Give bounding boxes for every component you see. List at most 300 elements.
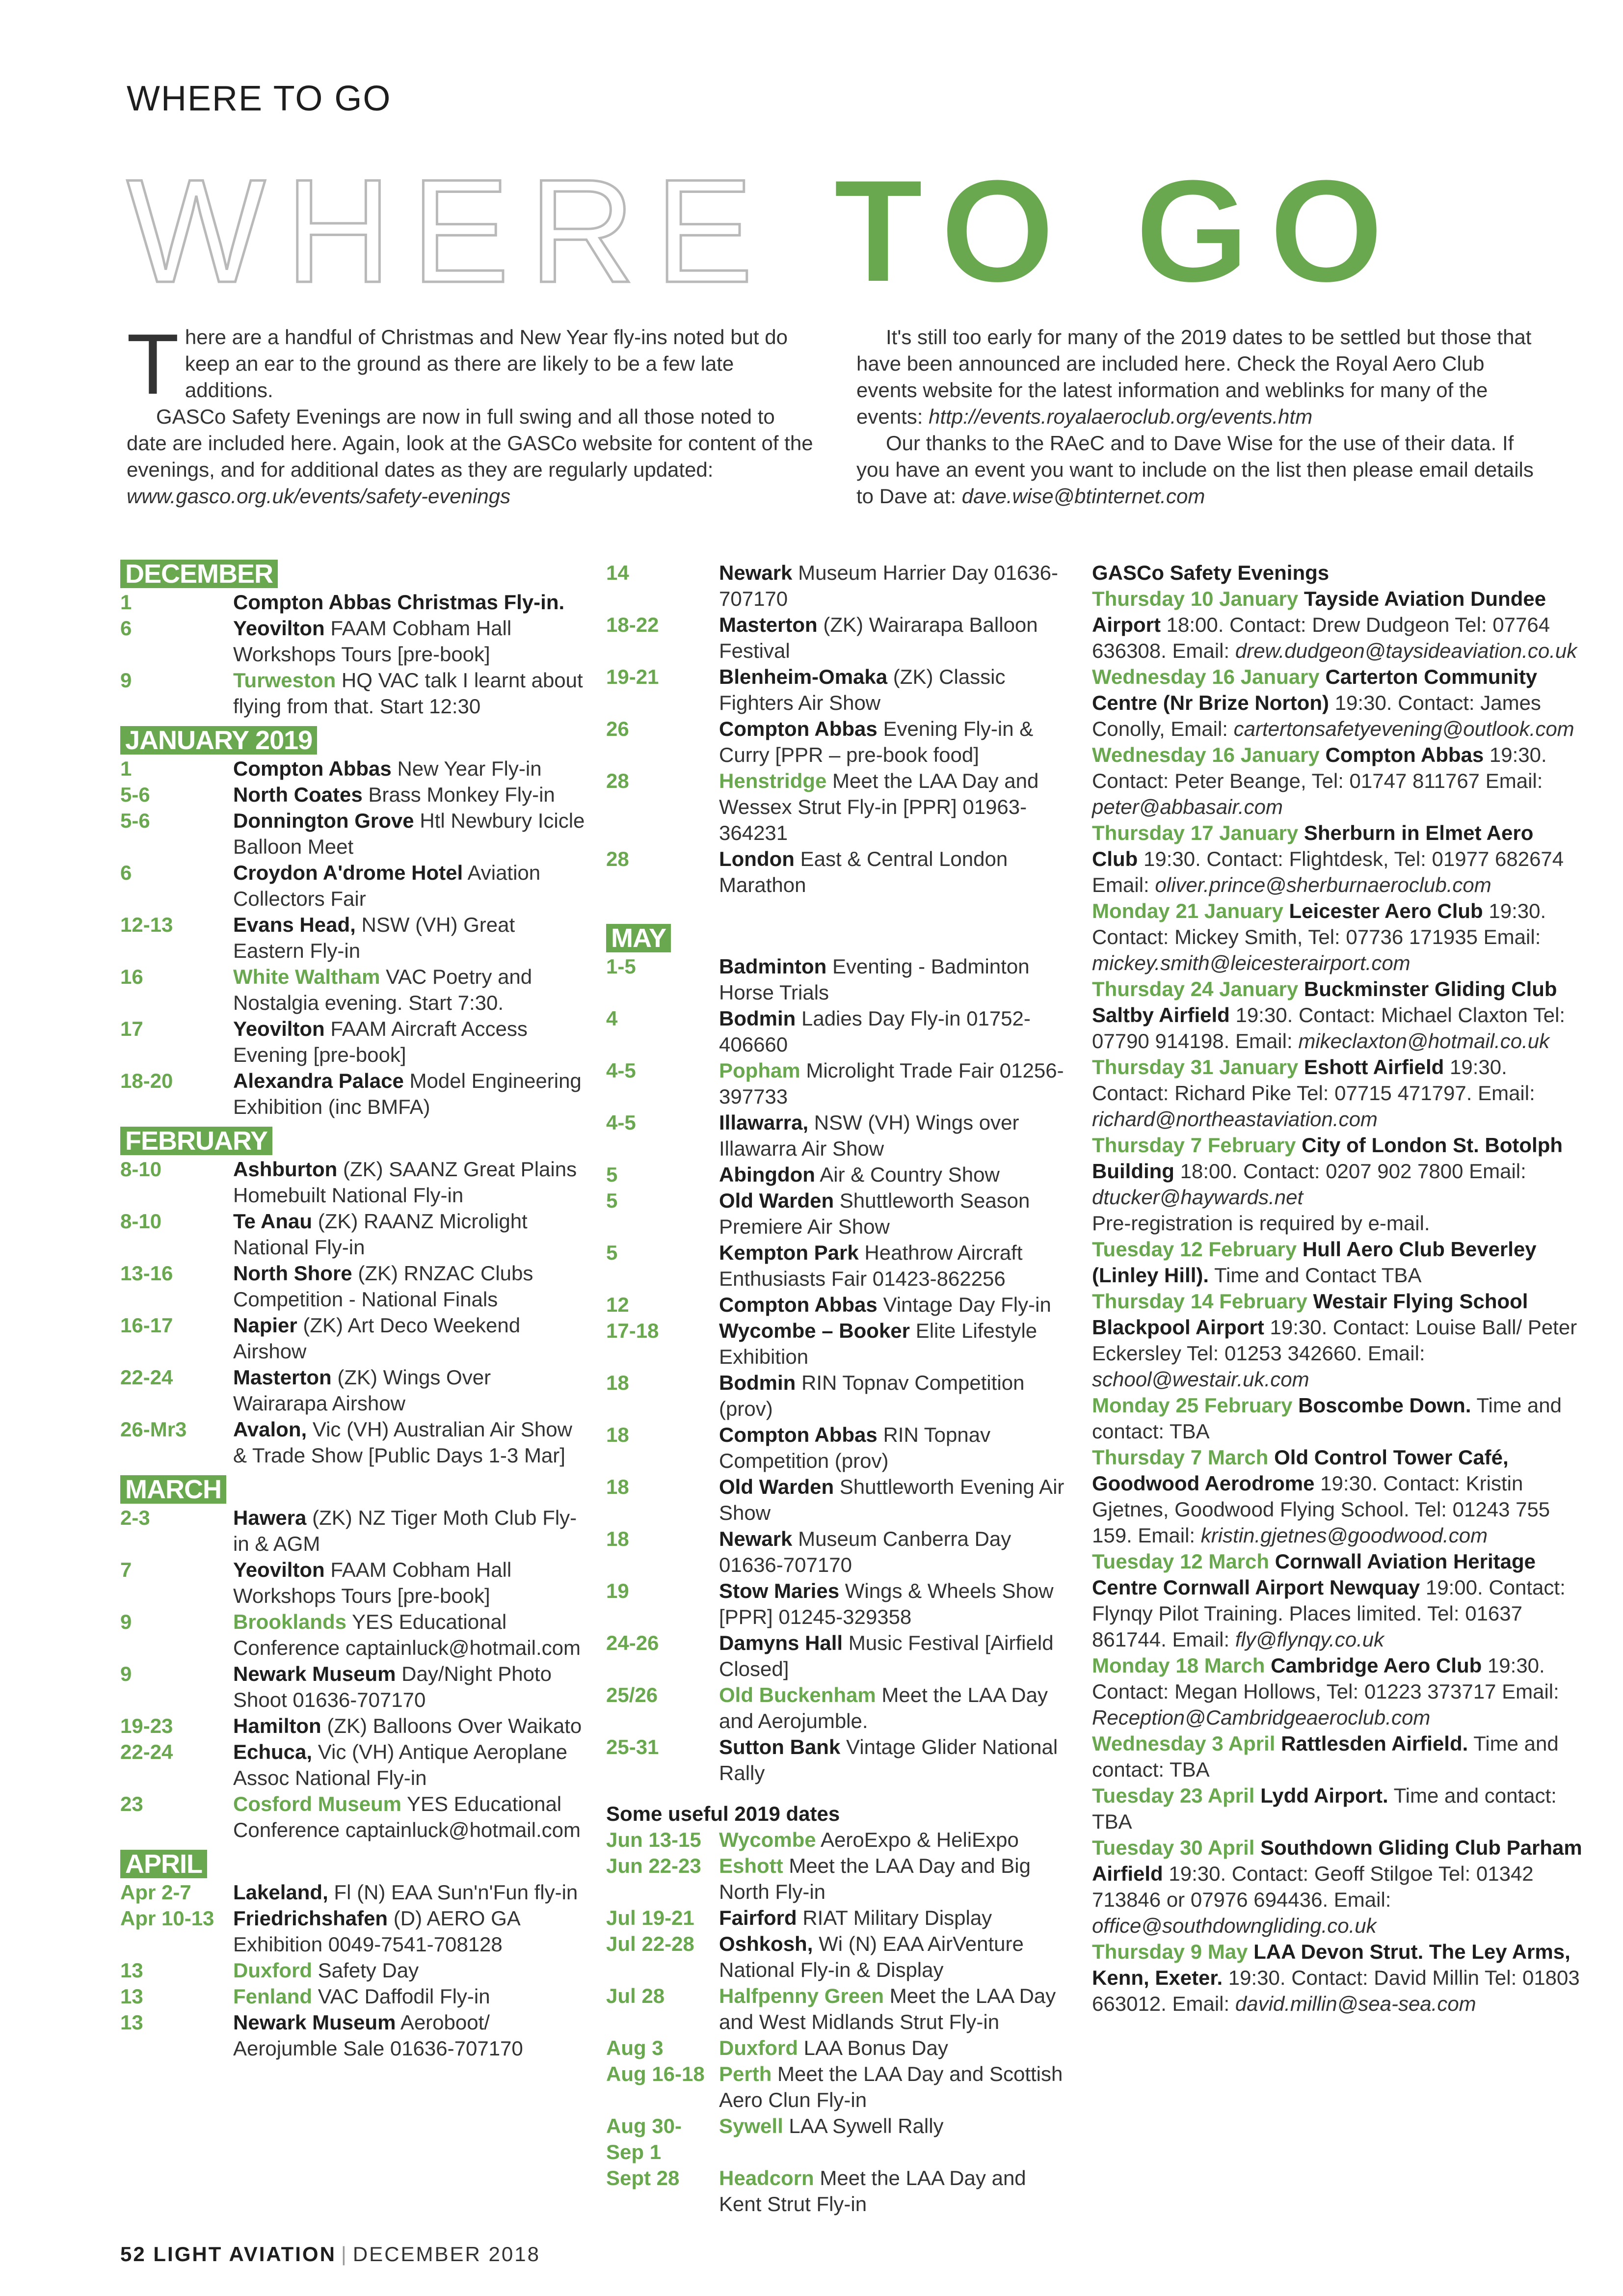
gasco-date: Tuesday 30 April — [1092, 1836, 1255, 1859]
event-date: 18-22 — [606, 613, 659, 636]
event-date: 5 — [606, 1241, 618, 1264]
event-row — [120, 1260, 586, 1312]
page-number: 52 — [120, 2242, 146, 2266]
event-row — [120, 964, 586, 1016]
event-date: 26 — [606, 717, 629, 740]
gasco-date: Thursday 24 January — [1092, 977, 1299, 1000]
gasco-email-link[interactable]: school@westair.uk.com — [1092, 1368, 1309, 1391]
event-text — [719, 1827, 1067, 1853]
event-row — [606, 1827, 1067, 1853]
event-place: White Waltham — [233, 965, 380, 988]
event-date: 23 — [120, 1792, 143, 1815]
gasco-detail: 19:30. Contact: David Millin Tel: 01803 663012. Email: — [1092, 1966, 1580, 2015]
event-desc: YES Educational Conference captainluck@hotmail.com — [233, 1610, 581, 1659]
intro-left-p2-text: GASCo Safety Evenings are now in full swing and all those noted to date are included here. Again, look at the GASCo website for content of the evenings, and for additional dates as they are regularly updated: — [127, 405, 813, 481]
event-place: Duxford — [233, 1959, 312, 1982]
event-date: 16-17 — [120, 1314, 173, 1337]
page-footer — [120, 2242, 540, 2266]
event-text — [233, 1905, 586, 1957]
event-date: 8-10 — [120, 1158, 162, 1181]
event-date: 4 — [606, 1007, 618, 1030]
event-row — [606, 1931, 1067, 1983]
intro-left-p2 — [127, 404, 814, 510]
event-place: Illawarra, — [719, 1111, 809, 1134]
event-place: Brooklands — [233, 1610, 347, 1633]
gasco-email-link[interactable]: dtucker@haywards.net — [1092, 1186, 1304, 1209]
gasco-venue: Tayside Aviation Dundee Airport — [1092, 587, 1546, 636]
event-desc: LAA Bonus Day — [803, 2036, 948, 2059]
gasco-detail: Time and Contact TBA — [1214, 1264, 1422, 1287]
event-place: Masterton — [233, 1366, 332, 1389]
event-place: Old Warden — [719, 1475, 834, 1498]
event-place: Lakeland, — [233, 1881, 328, 1904]
event-row — [120, 1983, 586, 2009]
month-heading-row — [120, 719, 586, 756]
title-outline-word: WHERE — [127, 148, 773, 313]
event-desc: Meet the LAA Day and Aerojumble. — [719, 1683, 1048, 1732]
gasco-entry — [1092, 664, 1583, 742]
event-row — [606, 768, 1067, 846]
gasco-detail: 19:30. Contact: Megan Hollows, Tel: 01223 373717 Email: — [1092, 1654, 1559, 1703]
event-desc: (ZK) Wairarapa Balloon Festival — [719, 613, 1038, 662]
event-desc: Heathrow Aircraft Enthusiasts Fair 01423-862256 — [719, 1241, 1023, 1290]
event-text — [233, 1609, 586, 1661]
month-heading: MARCH — [120, 1475, 226, 1504]
event-text — [719, 1005, 1067, 1057]
gasco-entry — [1092, 1288, 1583, 1392]
event-text — [719, 1682, 1067, 1734]
event-row — [120, 1739, 586, 1791]
gasco-entry — [1092, 1835, 1583, 1939]
event-row — [120, 1208, 586, 1260]
event-row — [606, 716, 1067, 768]
event-text — [719, 1292, 1067, 1318]
gasco-venue: Leicester Aero Club — [1289, 899, 1483, 922]
event-row — [120, 1957, 586, 1983]
event-desc: Day/Night Photo Shoot 01636-707170 — [233, 1662, 552, 1711]
event-date: 4-5 — [606, 1111, 636, 1134]
event-place: North Coates — [233, 783, 363, 806]
event-date: 19 — [606, 1579, 629, 1602]
useful-dates-heading: Some useful 2019 dates — [606, 1802, 840, 1825]
gasco-email-link[interactable]: office@southdowngliding.co.uk — [1092, 1914, 1377, 1937]
event-date: 24-26 — [606, 1631, 659, 1654]
gasco-venue: Rattlesden Airfield. — [1281, 1732, 1468, 1755]
intro-left-p1 — [127, 317, 814, 412]
event-text — [719, 2035, 1067, 2061]
gasco-email-link[interactable]: oliver.prince@sherburnaeroclub.com — [1155, 873, 1491, 896]
intro-right-p2-text: Our thanks to the RAeC and to Dave Wise for the use of their data. If you have an event you want to include on the list then please email details to Dave at: — [856, 432, 1534, 508]
gasco-date: Monday 21 January — [1092, 899, 1283, 922]
gasco-venue: Cambridge Aero Club — [1271, 1654, 1482, 1677]
event-row — [120, 1791, 586, 1843]
gasco-email-link[interactable]: peter@abbasair.com — [1092, 795, 1283, 818]
event-date: 18 — [606, 1475, 629, 1498]
event-row — [606, 1162, 1067, 1188]
gasco-venue: Hull Aero Club Beverley (Linley Hill). — [1092, 1238, 1537, 1287]
gasco-detail: 19:00. Contact: Flynqy Pilot Training. Places limited. Tel: 01637 861744. Email: — [1092, 1576, 1566, 1651]
event-row — [606, 1318, 1067, 1370]
event-date: 28 — [606, 769, 629, 792]
gasco-detail: 19:30. Contact: Geoff Stilgoe Tel: 01342 713846 or 07976 694436. Email: — [1092, 1862, 1534, 1911]
intro-left-p1-text: here are a handful of Christmas and New Year fly-ins noted but do keep an ear to the ground as there are likely to be a few late additions. — [185, 325, 788, 402]
event-date: 25/26 — [606, 1683, 658, 1706]
event-date: 26-Mr3 — [120, 1418, 187, 1441]
month-heading: MAY — [606, 924, 671, 952]
event-desc: RIN Topnav Competition (prov) — [719, 1423, 991, 1472]
event-row — [120, 1879, 586, 1905]
gasco-detail: 19:30. Contact: James Conolly, Email: — [1092, 691, 1541, 740]
event-text — [233, 1713, 586, 1739]
magazine-name: LIGHT AVIATION — [153, 2242, 336, 2266]
event-row — [120, 912, 586, 964]
event-desc: Ladies Day Fly-in 01752-406660 — [719, 1007, 1031, 1056]
gasco-email-link[interactable]: cartertonsafetyevening@outlook.com — [1233, 717, 1574, 740]
event-row — [606, 1682, 1067, 1734]
intro-right-p1-text: It's still too early for many of the 2019 dates to be settled but those that have been announced are included here. Check the Royal Aero Club events website for the latest information and weblinks for many of the events: — [856, 325, 1532, 428]
event-place: Halfpenny Green — [719, 1984, 884, 2007]
event-row — [120, 782, 586, 808]
event-row — [606, 1188, 1067, 1240]
event-row — [606, 560, 1067, 612]
event-row — [120, 667, 586, 719]
event-desc: East & Central London Marathon — [719, 847, 1008, 896]
gasco-venue: Cornwall Aviation Heritage Centre Cornwall Airport Newquay — [1092, 1550, 1536, 1599]
gasco-detail: 18:00. Contact: Drew Dudgeon Tel: 07764 636308. Email: — [1092, 613, 1550, 662]
gasco-entry — [1092, 1054, 1583, 1132]
event-text — [719, 1931, 1067, 1983]
event-place: Popham — [719, 1059, 800, 1082]
gasco-venue: Carterton Community Centre (Nr Brize Norton) — [1092, 665, 1538, 714]
event-date: 14 — [606, 561, 629, 584]
event-row — [606, 1734, 1067, 1786]
event-row — [120, 1557, 586, 1609]
event-place: Newark Museum — [233, 2011, 396, 2034]
event-place: Bodmin — [719, 1007, 796, 1030]
gasco-venue: Old Control Tower Café, Goodwood Aerodrome — [1092, 1446, 1509, 1495]
event-text — [719, 2165, 1067, 2217]
gasco-date: Tuesday 23 April — [1092, 1784, 1255, 1807]
event-desc: AeroExpo & HeliExpo — [820, 1828, 1019, 1851]
event-place: Evans Head, — [233, 913, 356, 936]
gasco-entry — [1092, 1730, 1583, 1783]
event-desc: Vintage Glider National Rally — [719, 1735, 1058, 1784]
event-date: 19-21 — [606, 665, 659, 688]
event-place: Hawera — [233, 1506, 307, 1529]
page-title — [127, 148, 1404, 313]
event-date: 5-6 — [120, 783, 150, 806]
event-row — [120, 2009, 586, 2061]
event-date: 6 — [120, 617, 132, 640]
event-place: Stow Maries — [719, 1579, 840, 1602]
event-date: 5-6 — [120, 809, 150, 832]
event-text — [719, 1370, 1067, 1422]
month-heading-row — [120, 1468, 586, 1505]
gasco-email-link[interactable]: drew.dudgeon@taysideaviation.co.uk — [1235, 639, 1577, 662]
event-row — [606, 2061, 1067, 2113]
month-heading-row — [120, 560, 586, 589]
event-date: 1-5 — [606, 955, 636, 978]
event-row — [120, 615, 586, 667]
gasco-venue: LAA Devon Strut. The Ley Arms, Kenn, Exeter. — [1092, 1940, 1570, 1989]
gasco-date: Thursday 7 March — [1092, 1446, 1269, 1469]
gasco-date: Thursday 14 February — [1092, 1290, 1307, 1313]
event-place: Perth — [719, 2062, 772, 2085]
event-place: Henstridge — [719, 769, 827, 792]
gasco-entry — [1092, 1132, 1583, 1236]
event-date: Apr 10-13 — [120, 1907, 214, 1930]
event-desc: Air & Country Show — [820, 1163, 1000, 1186]
event-text — [233, 1879, 586, 1905]
gasco-date: Thursday 17 January — [1092, 821, 1299, 844]
gasco-date: Tuesday 12 March — [1092, 1550, 1270, 1573]
event-place: Compton Abbas — [719, 717, 878, 740]
event-desc: LAA Sywell Rally — [789, 2114, 944, 2137]
event-desc: HQ VAC talk I learnt about flying from that. Start 12:30 — [233, 669, 583, 718]
event-date: 1 — [120, 757, 132, 780]
event-row — [120, 1312, 586, 1364]
event-desc: YES Educational Conference captainluck@hotmail.com — [233, 1792, 581, 1841]
event-desc: New Year Fly-in — [397, 757, 542, 780]
event-desc: Meet the LAA Day and Wessex Strut Fly-in [PPR] 01963-364231 — [719, 769, 1039, 844]
intro-right-p1 — [856, 324, 1541, 430]
raec-link[interactable]: http://events.royalaeroclub.org/events.htm — [929, 405, 1313, 428]
event-row — [120, 756, 586, 782]
event-desc: Music Festival [Airfield Closed] — [719, 1631, 1054, 1680]
gasco-detail: 19:30. Contact: Michael Claxton Tel: 07790 914198. Email: — [1092, 1003, 1566, 1053]
event-text — [233, 964, 586, 1016]
gasco-date: Monday 18 March — [1092, 1654, 1265, 1677]
event-row — [120, 1364, 586, 1416]
event-date: Aug 16-18 — [606, 2062, 705, 2085]
event-text — [719, 560, 1067, 612]
event-date: 17 — [120, 1017, 143, 1040]
gasco-date: Wednesday 16 January — [1092, 665, 1320, 688]
event-desc: Vintage Day Fly-in — [883, 1293, 1051, 1316]
event-place: Friedrichshafen — [233, 1907, 388, 1930]
event-row — [606, 1240, 1067, 1292]
event-place: Newark — [719, 1527, 793, 1550]
event-text — [233, 1208, 586, 1260]
event-place: North Shore — [233, 1262, 352, 1285]
event-text — [233, 1312, 586, 1364]
event-row — [120, 1068, 586, 1120]
event-text — [719, 1240, 1067, 1292]
event-desc: Brass Monkey Fly-in — [368, 783, 555, 806]
gasco-detail: 19:30. Contact: Richard Pike Tel: 07715 471797. Email: — [1092, 1055, 1535, 1105]
gasco-venue: Compton Abbas — [1325, 743, 1484, 766]
event-place: Croydon A'drome Hotel — [233, 861, 463, 884]
event-text — [233, 1364, 586, 1416]
gasco-entry — [1092, 1652, 1583, 1730]
event-desc: NSW (VH) Great Eastern Fly-in — [233, 913, 515, 962]
event-place: Hamilton — [233, 1714, 321, 1737]
gasco-detail: 19:30. Contact: Peter Beange, Tel: 01747 811767 Email: — [1092, 743, 1547, 792]
dave-email-link[interactable]: dave.wise@btinternet.com — [961, 485, 1205, 508]
event-place: Turweston — [233, 669, 336, 692]
event-date: 22-24 — [120, 1366, 173, 1389]
event-desc: (D) AERO GA Exhibition 0049-7541-708128 — [233, 1907, 520, 1956]
event-desc: FAAM Cobham Hall Workshops Tours [pre-book] — [233, 617, 512, 666]
event-place: Ashburton — [233, 1158, 338, 1181]
event-place: Compton Abbas — [719, 1293, 878, 1316]
event-desc: (ZK) Wings Over Wairarapa Airshow — [233, 1366, 491, 1415]
event-text — [719, 612, 1067, 664]
event-date: Jul 22-28 — [606, 1932, 694, 1955]
gasco-entry — [1092, 1392, 1583, 1444]
event-text — [233, 1557, 586, 1609]
event-place: Headcorn — [719, 2166, 814, 2189]
event-place: Yeovilton — [233, 1017, 325, 1040]
event-place: Badminton — [719, 955, 827, 978]
gasco-entry — [1092, 1236, 1583, 1288]
event-row — [606, 2113, 1067, 2165]
event-date: Apr 2-7 — [120, 1881, 191, 1904]
intro-left — [127, 317, 814, 510]
event-row — [606, 1526, 1067, 1578]
event-desc: RIAT Military Display — [802, 1906, 992, 1929]
event-desc: (ZK) RAANZ Microlight National Fly-in — [233, 1210, 528, 1259]
event-row — [606, 1905, 1067, 1931]
event-row — [606, 2165, 1067, 2217]
gasco-note: Pre-registration is required by e-mail. — [1092, 1212, 1430, 1235]
gasco-email-link[interactable]: david.millin@sea-sea.com — [1235, 1992, 1476, 2015]
event-text — [719, 1422, 1067, 1474]
event-text — [233, 2009, 586, 2061]
event-row — [606, 846, 1067, 898]
event-text — [233, 1260, 586, 1312]
month-heading-row — [120, 1843, 586, 1879]
event-desc: Fl (N) EAA Sun'n'Fun fly-in — [334, 1881, 578, 1904]
event-row — [120, 860, 586, 912]
event-row — [606, 2035, 1067, 2061]
event-row — [120, 1905, 586, 1957]
event-date: 2-3 — [120, 1506, 150, 1529]
gasco-detail: Time and contact: TBA — [1092, 1394, 1562, 1443]
gasco-link[interactable]: www.gasco.org.uk/events/safety-evenings — [127, 485, 511, 508]
event-row — [606, 1422, 1067, 1474]
event-place: Compton Abbas — [719, 1423, 878, 1446]
event-date: Jun 22-23 — [606, 1854, 701, 1877]
gasco-email-link[interactable]: fly@flynqy.co.uk — [1235, 1628, 1384, 1651]
event-place: Duxford — [719, 2036, 798, 2059]
event-desc: (ZK) Art Deco Weekend Airshow — [233, 1314, 521, 1363]
event-date: 12-13 — [120, 913, 173, 936]
event-date: 16 — [120, 965, 143, 988]
event-text — [233, 1016, 586, 1068]
gasco-email-link[interactable]: Reception@Cambridgeaeroclub.com — [1092, 1706, 1431, 1729]
event-desc: Evening Fly-in & Curry [PPR – pre-book food] — [719, 717, 1034, 766]
gasco-date: Wednesday 3 April — [1092, 1732, 1276, 1755]
event-desc: Elite Lifestyle Exhibition — [719, 1319, 1038, 1368]
event-desc: Meet the LAA Day and Scottish Aero Clun Fly-in — [719, 2062, 1063, 2111]
event-place: Te Anau — [233, 1210, 313, 1233]
event-row — [606, 1983, 1067, 2035]
gasco-email-link[interactable]: mikeclaxton@hotmail.co.uk — [1298, 1029, 1550, 1053]
event-date: 18 — [606, 1527, 629, 1550]
event-text — [233, 782, 586, 808]
gasco-date: Thursday 31 January — [1092, 1055, 1299, 1079]
event-row — [120, 589, 586, 615]
month-heading-row — [606, 924, 1067, 953]
gasco-entry — [1092, 1548, 1583, 1652]
event-date: 18-20 — [120, 1069, 173, 1092]
gasco-detail: 19:30. Contact: Mickey Smith, Tel: 07736 171935 Email: — [1092, 899, 1546, 948]
event-text — [233, 1156, 586, 1208]
event-date: 9 — [120, 669, 132, 692]
gasco-detail: Time and contact: TBA — [1092, 1784, 1557, 1833]
event-place: Yeovilton — [233, 617, 325, 640]
event-place: Newark — [719, 561, 793, 584]
event-desc: NSW (VH) Wings over Illawarra Air Show — [719, 1111, 1019, 1160]
event-date: 4-5 — [606, 1059, 636, 1082]
event-desc: (ZK) RNZAC Clubs Competition - National Finals — [233, 1262, 533, 1311]
event-text — [233, 1791, 586, 1843]
event-place: Fairford — [719, 1906, 797, 1929]
event-desc: (ZK) Balloons Over Waikato — [327, 1714, 582, 1737]
event-text — [233, 756, 586, 782]
event-desc: Vic (VH) Australian Air Show & Trade Show [Public Days 1-3 Mar] — [233, 1418, 572, 1467]
event-text — [719, 664, 1067, 716]
intro-right-p2 — [856, 430, 1541, 510]
event-place: Yeovilton — [233, 1558, 325, 1581]
event-text — [719, 1188, 1067, 1240]
event-text — [719, 1853, 1067, 1905]
event-desc: Htl Newbury Icicle Balloon Meet — [233, 809, 585, 858]
event-desc: VAC Daffodil Fly-in — [318, 1985, 490, 2008]
gasco-detail: 18:00. Contact: 0207 902 7800 Email: — [1180, 1160, 1526, 1183]
spacer — [606, 898, 1067, 924]
gasco-date: Monday 25 February — [1092, 1394, 1293, 1417]
event-date: Jun 13-15 — [606, 1828, 701, 1851]
event-desc: (ZK) Classic Fighters Air Show — [719, 665, 1006, 714]
gasco-date: Thursday 10 January — [1092, 587, 1299, 610]
event-place: Compton Abbas Christmas Fly-in. — [233, 591, 565, 614]
event-desc: RIN Topnav Competition (prov) — [719, 1371, 1025, 1420]
event-desc: VAC Poetry and Nostalgia evening. Start 7:30. — [233, 965, 532, 1014]
gasco-date: Thursday 9 May — [1092, 1940, 1248, 1963]
event-text — [719, 2113, 1067, 2165]
left-column — [120, 560, 586, 2061]
event-date: 6 — [120, 861, 132, 884]
event-place: Old Warden — [719, 1189, 834, 1212]
event-date: 1 — [120, 591, 132, 614]
event-row — [120, 1609, 586, 1661]
event-text — [719, 2061, 1067, 2113]
event-text — [719, 1734, 1067, 1786]
event-text — [719, 1474, 1067, 1526]
event-date: Sept 28 — [606, 2166, 680, 2189]
gasco-email-link[interactable]: mickey.smith@leicesterairport.com — [1092, 951, 1410, 974]
gasco-email-link[interactable]: kristin.gjetnes@goodwood.com — [1200, 1524, 1488, 1547]
gasco-date: Tuesday 12 February — [1092, 1238, 1297, 1261]
event-desc: Microlight Trade Fair 01256-397733 — [719, 1059, 1064, 1108]
right-column — [1092, 560, 1583, 2017]
event-text — [233, 912, 586, 964]
event-place: Napier — [233, 1314, 297, 1337]
event-place: Old Buckenham — [719, 1683, 876, 1706]
gasco-email-link[interactable]: richard@northeastaviation.com — [1092, 1107, 1378, 1131]
event-row — [606, 1005, 1067, 1057]
event-date: 12 — [606, 1293, 629, 1316]
event-desc: Meet the LAA Day and West Midlands Strut Fly-in — [719, 1984, 1056, 2033]
event-place: Echuca, — [233, 1740, 313, 1763]
event-place: Alexandra Palace — [233, 1069, 404, 1092]
event-date: 25-31 — [606, 1735, 659, 1758]
event-place: Donnington Grove — [233, 809, 414, 832]
event-desc: Model Engineering Exhibition (inc BMFA) — [233, 1069, 582, 1118]
event-date: 5 — [606, 1189, 618, 1212]
